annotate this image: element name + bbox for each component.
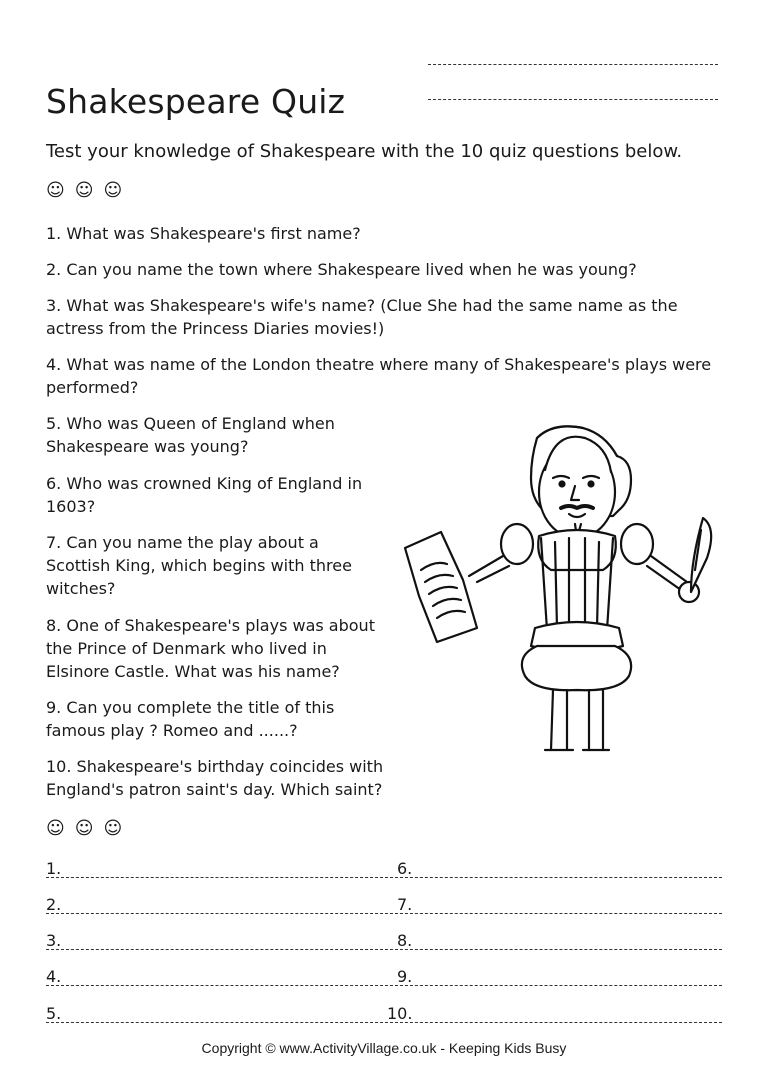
answer-row-4[interactable] <box>46 964 722 986</box>
answer-line <box>46 877 722 878</box>
answer-label-10: 10. <box>387 1004 413 1023</box>
question-2: 2. Can you name the town where Shakespeare lived when he was young? <box>46 260 637 279</box>
intro-text: Test your knowledge of Shakespeare with the 10 quiz questions below. <box>46 141 683 162</box>
answer-label-7: 7. <box>397 895 413 914</box>
answer-line <box>46 913 722 914</box>
answer-row-2[interactable] <box>46 892 722 914</box>
question-4: 4. What was name of the London theatre where many of Shakespeare's plays were performed? <box>46 355 712 397</box>
smiley-row-top: ☺☺☺ <box>46 180 133 201</box>
answer-label-3: 3. <box>46 931 62 950</box>
answer-line <box>46 1022 722 1023</box>
answer-row-1[interactable] <box>46 856 722 878</box>
question-1: 1. What was Shakespeare's first name? <box>46 224 361 243</box>
answer-label-1: 1. <box>46 859 62 878</box>
answer-row-5[interactable] <box>46 1001 722 1023</box>
answer-row-3[interactable] <box>46 928 722 950</box>
shakespeare-illustration <box>385 420 735 760</box>
question-8: 8. One of Shakespeare's plays was about the Prince of Denmark who lived in Elsinore Castle. What was his name? <box>46 616 375 681</box>
question-6: 6. Who was crowned King of England in 1603? <box>46 474 363 516</box>
name-line-1[interactable] <box>428 64 718 65</box>
answer-label-6: 6. <box>397 859 413 878</box>
answer-label-2: 2. <box>46 895 62 914</box>
answer-line <box>46 985 722 986</box>
answer-label-4: 4. <box>46 967 62 986</box>
answer-line <box>46 949 722 950</box>
smiley-row-bottom: ☺☺☺ <box>46 818 133 839</box>
question-5: 5. Who was Queen of England when Shakespeare was young? <box>46 414 335 456</box>
answer-label-5: 5. <box>46 1004 62 1023</box>
page-title: Shakespeare Quiz <box>46 82 346 121</box>
answer-label-8: 8. <box>397 931 413 950</box>
question-10: 10. Shakespeare's birthday coincides with England's patron saint's day. Which saint? <box>46 757 384 799</box>
copyright-footer: Copyright © www.ActivityVillage.co.uk - Keeping Kids Busy <box>201 1040 567 1056</box>
question-3: 3. What was Shakespeare's wife's name? (Clue She had the same name as the actress from the Princess Diaries movies!) <box>46 296 678 338</box>
answer-label-9: 9. <box>397 967 413 986</box>
question-7: 7. Can you name the play about a Scottish King, which begins with three witches? <box>46 533 352 598</box>
question-9: 9. Can you complete the title of this famous play ? Romeo and ......? <box>46 698 335 740</box>
name-line-2[interactable] <box>428 99 718 100</box>
